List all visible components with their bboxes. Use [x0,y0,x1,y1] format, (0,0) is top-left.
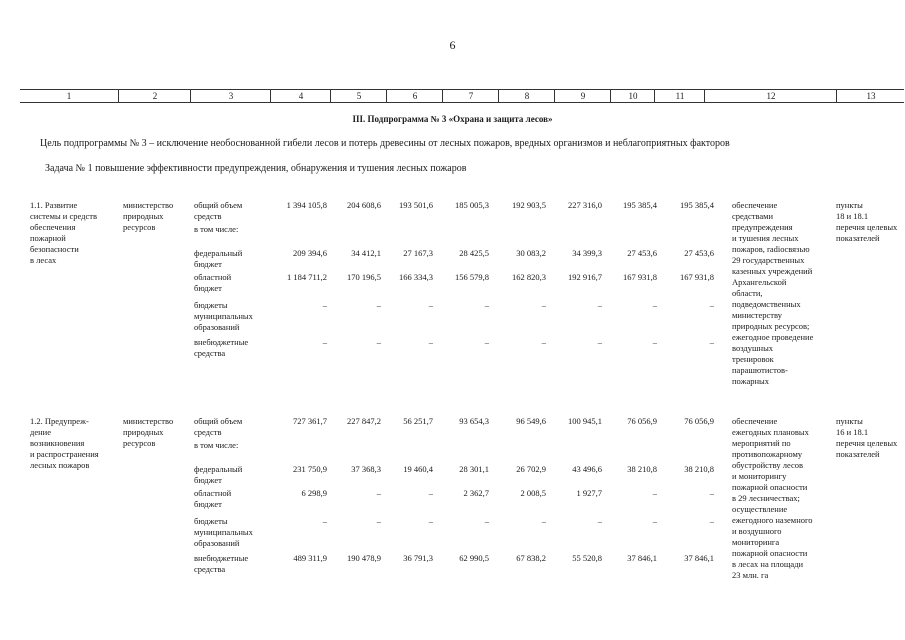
funding-source-label: средства [194,348,226,358]
funding-value: 167 931,8 [623,272,657,282]
measure-result: ежегодных плановых [732,427,809,437]
funding-value: 27 167,3 [403,248,433,258]
measure-result: пожарных [732,376,769,386]
funding-value: 56 251,7 [403,416,433,426]
funding-value: 227 316,0 [568,200,602,210]
measure-result: противопожарному [732,449,803,459]
funding-value: – [597,516,602,526]
funding-value: 6 298,9 [301,488,327,498]
measure-result: и мониторингу [732,471,787,481]
funding-value: 190 478,9 [347,553,381,563]
funding-value: 96 549,6 [516,416,546,426]
measure-result: пожарной опасности [732,482,808,492]
funding-value: 193 501,6 [399,200,433,210]
funding-value: 55 520,8 [572,553,602,563]
funding-value: – [428,300,433,310]
measure-result: средствами [732,211,774,221]
funding-value: – [541,337,546,347]
column-number-cell: 13 [836,90,905,102]
funding-value: 162 820,3 [512,272,546,282]
funding-value: – [484,337,489,347]
measure-name: 1.1. Развитие [30,200,78,210]
funding-value: 27 453,6 [684,248,714,258]
measure-result: предупреждения [732,222,793,232]
column-number-cell: 9 [554,90,611,102]
funding-source-label: средств [194,427,222,437]
column-number-cell: 11 [654,90,705,102]
measure-result: и тушения лесных [732,233,799,243]
measure-result: тренировок [732,354,774,364]
measure-executor: природных [123,427,164,437]
measure-result: Архангельской [732,277,787,287]
funding-value: 727 361,7 [293,416,327,426]
funding-value: 231 750,9 [293,464,327,474]
measure-result: мониторинга [732,537,780,547]
funding-value: 38 210,8 [684,464,714,474]
column-number-cell: 8 [498,90,555,102]
funding-source-label: образований [194,538,240,548]
funding-source-label: бюджеты [194,300,228,310]
funding-value: – [376,516,381,526]
funding-value: – [376,300,381,310]
funding-value: – [541,516,546,526]
measure-result: 23 млн. га [732,570,769,580]
measure-result: казенных учреждений [732,266,813,276]
funding-source-label: федеральный [194,464,243,474]
measure-result: пожарной опасности [732,548,808,558]
funding-value: 28 301,1 [459,464,489,474]
measure-name: в лесах [30,255,57,265]
funding-source-label: бюджет [194,475,222,485]
funding-source-label: общий объем [194,416,243,426]
funding-source-label: муниципальных [194,527,253,537]
measure-result: осуществление [732,504,788,514]
funding-value: 209 394,6 [293,248,327,258]
funding-source-label: бюджеты [194,516,228,526]
measure-name: пожарной [30,233,66,243]
funding-value: – [709,516,714,526]
funding-value: 195 385,4 [680,200,714,210]
funding-source-label: федеральный [194,248,243,258]
funding-value: 27 453,6 [627,248,657,258]
measure-executor: природных [123,211,164,221]
measure-indicators: пункты [836,200,863,210]
measure-result: в лесах на площади [732,559,804,569]
funding-value: 67 838,2 [516,553,546,563]
measure-result: обеспечение [732,416,778,426]
funding-value: 489 311,9 [293,553,327,563]
funding-source-label: средства [194,564,226,574]
funding-value: – [709,300,714,310]
funding-value: 100 945,1 [568,416,602,426]
measure-indicators: показателей [836,449,880,459]
measure-indicators: 16 и 18.1 [836,427,869,437]
funding-value: 34 412,1 [351,248,381,258]
measure-indicators: перечня целевых [836,222,898,232]
funding-source-label: образований [194,322,240,332]
measure-name: дение [30,427,51,437]
funding-value: 204 608,6 [347,200,381,210]
funding-value: – [484,300,489,310]
measure-result: парашютистов- [732,365,788,375]
measure-executor: министерство [123,200,174,210]
funding-value: – [322,516,327,526]
measure-name: лесных пожаров [30,460,90,470]
funding-source-label: областной [194,272,232,282]
funding-value: – [428,488,433,498]
funding-source-label: внебюджетные [194,337,249,347]
column-number-cell: 12 [704,90,837,102]
measure-result: министерству [732,310,782,320]
measure-result: обеспечение [732,200,778,210]
funding-value: 166 334,3 [399,272,433,282]
measure-result: мероприятий по [732,438,791,448]
column-number-cell: 3 [190,90,271,102]
funding-source-label: общий объем [194,200,243,210]
funding-value: 43 496,6 [572,464,602,474]
measure-name: обеспечения [30,222,76,232]
funding-value: 195 385,4 [623,200,657,210]
funding-value: 37 368,3 [351,464,381,474]
funding-value: 93 654,3 [459,416,489,426]
column-number-cell: 4 [270,90,331,102]
page-number: 6 [449,38,456,52]
funding-value: – [541,300,546,310]
funding-value: – [597,337,602,347]
funding-value: 1 927,7 [576,488,602,498]
measure-result: природных ресурсов; [732,321,810,331]
funding-value: 26 702,9 [516,464,546,474]
funding-source-label: бюджет [194,283,222,293]
funding-source-label: средств [194,211,222,221]
funding-value: – [709,488,714,498]
funding-value: – [652,488,657,498]
funding-value: 30 083,2 [516,248,546,258]
funding-value: 37 846,1 [627,553,657,563]
funding-value: 156 579,8 [455,272,489,282]
funding-value: 76 056,9 [684,416,714,426]
funding-source-label: муниципальных [194,311,253,321]
measure-result: и воздушного [732,526,782,536]
measure-indicators: показателей [836,233,880,243]
subprogram-heading: III. Подпрограмма № 3 «Охрана и защита лесов» [352,114,553,124]
measure-executor: ресурсов [123,438,156,448]
funding-value: 76 056,9 [627,416,657,426]
funding-value: 1 394 105,8 [286,200,327,210]
funding-value: 192 916,7 [568,272,602,282]
funding-source-label: в том числе: [194,224,239,234]
funding-value: – [652,337,657,347]
measure-result: подведомственных [732,299,801,309]
measure-result: воздушных [732,343,774,353]
funding-value: 227 847,2 [347,416,381,426]
funding-value: 36 791,3 [403,553,433,563]
funding-value: – [322,300,327,310]
measure-result: ежегодное проведение [732,332,814,342]
funding-source-label: внебюджетные [194,553,249,563]
funding-value: – [428,516,433,526]
funding-value: 38 210,8 [627,464,657,474]
funding-source-label: бюджет [194,259,222,269]
column-number-cell: 2 [118,90,191,102]
funding-value: – [484,516,489,526]
funding-value: 192 903,5 [512,200,546,210]
funding-value: 1 184 711,2 [286,272,327,282]
measure-name: 1.2. Предупреж- [30,416,89,426]
column-number-row [20,89,904,103]
funding-value: – [376,337,381,347]
funding-source-label: бюджет [194,499,222,509]
funding-value: – [652,516,657,526]
funding-value: 167 931,8 [680,272,714,282]
funding-value: – [428,337,433,347]
funding-value: – [376,488,381,498]
funding-value: – [652,300,657,310]
measure-indicators: перечня целевых [836,438,898,448]
measure-result: в 29 лесничествах; [732,493,800,503]
column-number-cell: 5 [330,90,387,102]
funding-value: – [322,337,327,347]
measure-result: области, [732,288,763,298]
funding-source-label: в том числе: [194,440,239,450]
funding-value: 37 846,1 [684,553,714,563]
column-number-cell: 7 [442,90,499,102]
task-line: Задача № 1 повышение эффективности предупреждения, обнаружения и тушения лесных пожаров [45,163,467,174]
measure-name: системы и средств [30,211,97,221]
measure-executor: ресурсов [123,222,156,232]
funding-value: 62 990,5 [459,553,489,563]
funding-value: 2 362,7 [463,488,489,498]
funding-value: 2 008,5 [520,488,546,498]
measure-name: возникновения [30,438,85,448]
subprogram-goal: Цель подпрограммы № 3 – исключение необоснованной гибели лесов и потерь древесины от лесных пожаров, вредных организмов и неблагоприятных факторов [40,138,730,149]
funding-value: 19 460,4 [403,464,433,474]
funding-value: 34 399,3 [572,248,602,258]
measure-indicators: 18 и 18.1 [836,211,869,221]
measure-executor: министерство [123,416,174,426]
funding-value: – [709,337,714,347]
measure-result: пожаров, radioсвязью [732,244,810,254]
measure-result: обустройству лесов [732,460,803,470]
funding-value: – [597,300,602,310]
funding-source-label: областной [194,488,232,498]
funding-value: 185 005,3 [455,200,489,210]
column-number-cell: 10 [610,90,655,102]
column-number-cell: 6 [386,90,443,102]
measure-indicators: пункты [836,416,863,426]
column-number-cell: 1 [66,91,72,101]
funding-value: 28 425,5 [459,248,489,258]
measure-name: и распространения [30,449,99,459]
measure-name: безопасности [30,244,79,254]
measure-result: ежегодного наземного [732,515,813,525]
measure-result: 29 государственных [732,255,805,265]
funding-value: 170 196,5 [347,272,381,282]
